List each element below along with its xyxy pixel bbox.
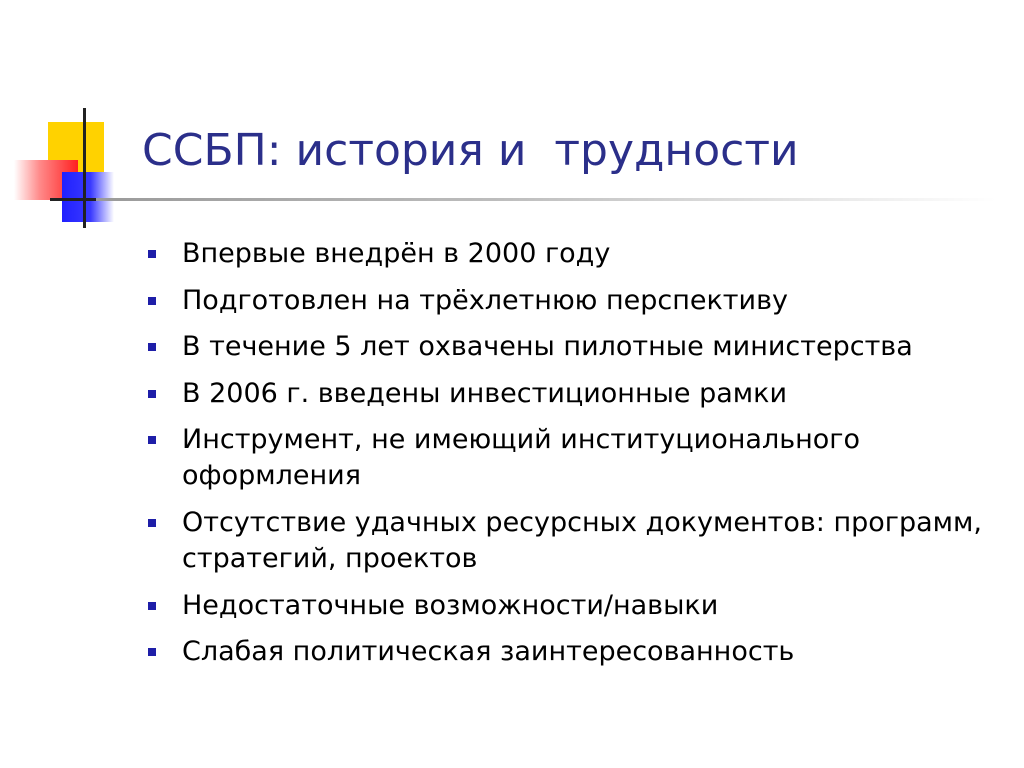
- title-underline: [96, 198, 996, 201]
- list-item-text: Слабая политическая заинтересованность: [182, 636, 795, 668]
- list-item: [148, 329, 998, 365]
- bullet-square-icon: [148, 250, 156, 258]
- bullet-square-icon: [148, 390, 156, 398]
- list-item: [148, 376, 998, 412]
- list-item-text: В течение 5 лет охвачены пилотные министерства: [182, 331, 913, 363]
- list-item: [148, 422, 998, 494]
- bullet-square-icon: [148, 602, 156, 610]
- bullet-square-icon: [148, 648, 156, 656]
- list-item-text: Недостаточные возможности/навыки: [182, 589, 719, 621]
- bullet-square-icon: [148, 343, 156, 351]
- list-item-text: Впервые внедрён в 2000 году: [182, 238, 611, 269]
- logo-vertical-line: [83, 108, 86, 228]
- list-item-text: Инструмент, не имеющий институционального оформления: [182, 424, 860, 492]
- list-item-text: Подготовлен на трёхлетнюю перспективу: [182, 284, 788, 316]
- slide-title: ССБП: история и трудности: [142, 125, 799, 176]
- logo-blue-square: [62, 172, 114, 222]
- list-item-text: Отсутствие удачных ресурсных документов: программ, стратегий, проектов: [182, 506, 982, 574]
- list-item: [148, 588, 998, 624]
- list-item: [148, 283, 998, 319]
- list-item: [148, 505, 998, 577]
- bullet-list: [148, 236, 998, 681]
- list-item: [148, 634, 998, 670]
- bullet-square-icon: [148, 519, 156, 527]
- list-item-text: В 2006 г. введены инвестиционные рамки: [182, 377, 788, 409]
- corner-logo: [0, 0, 180, 240]
- bullet-square-icon: [148, 436, 156, 444]
- list-item: [148, 236, 998, 272]
- bullet-square-icon: [148, 297, 156, 305]
